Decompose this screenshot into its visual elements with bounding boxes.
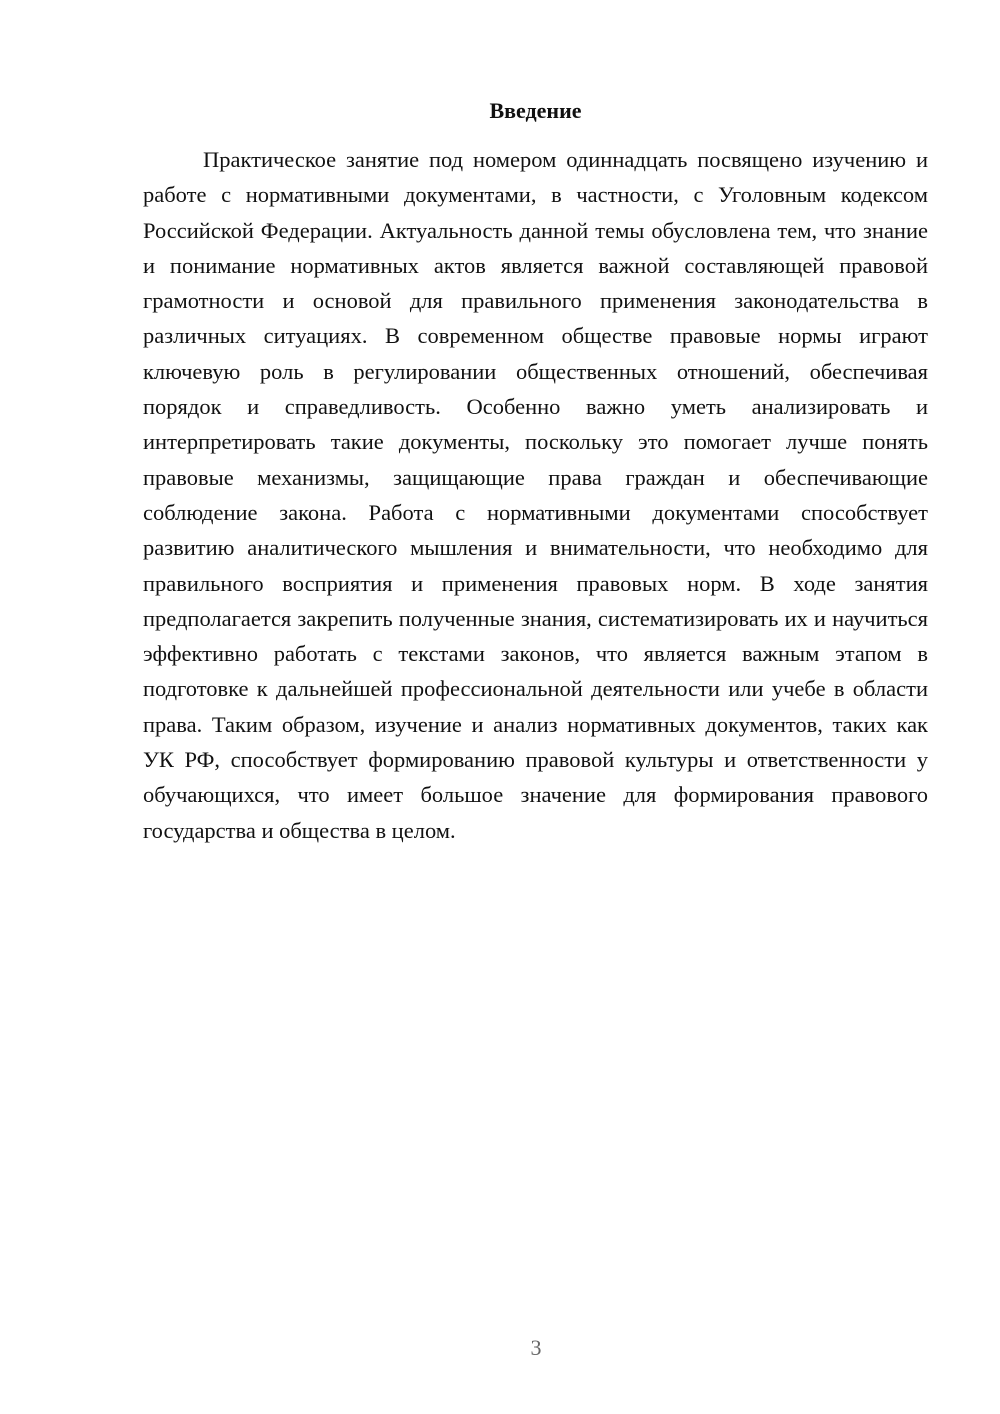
body-paragraph: Практическое занятие под номером одиннадцать посвящено изучению и работе с нормативными документами, в частности, с Уголовным кодексом Российской Федерации. Актуальность данной темы обусловлена тем, что знание и понимание нормативных актов является важной составляющей правовой грамотности и основой для правильного применения законодательства в различных ситуациях. В современном обществе правовые нормы играют ключевую роль в регулировании общественных отношений, обеспечивая порядок и справедливость. Особенно важно уметь анализировать и интерпретировать такие документы, поскольку это помогает лучше понять правовые механизмы, защищающие права граждан и обеспечивающие соблюдение закона. Работа с нормативными документами способствует развитию аналитического мышления и внимательности, что необходимо для правильного восприятия и применения правовых норм. В ходе занятия предполагается закрепить полученные знания, систематизировать их и научиться эффективно работать с текстами законов, что является важным этапом в подготовке к дальнейшей профессиональной деятельности или учебе в области права. Таким образом, изучение и анализ нормативных документов, таких как УК РФ, способствует формированию правовой культуры и ответственности у обучающихся, что имеет большое значение для формирования правового государства и общества в целом. [143, 147, 928, 843]
section-heading: Введение [489, 98, 582, 123]
page-number: 3 [530, 1335, 542, 1360]
